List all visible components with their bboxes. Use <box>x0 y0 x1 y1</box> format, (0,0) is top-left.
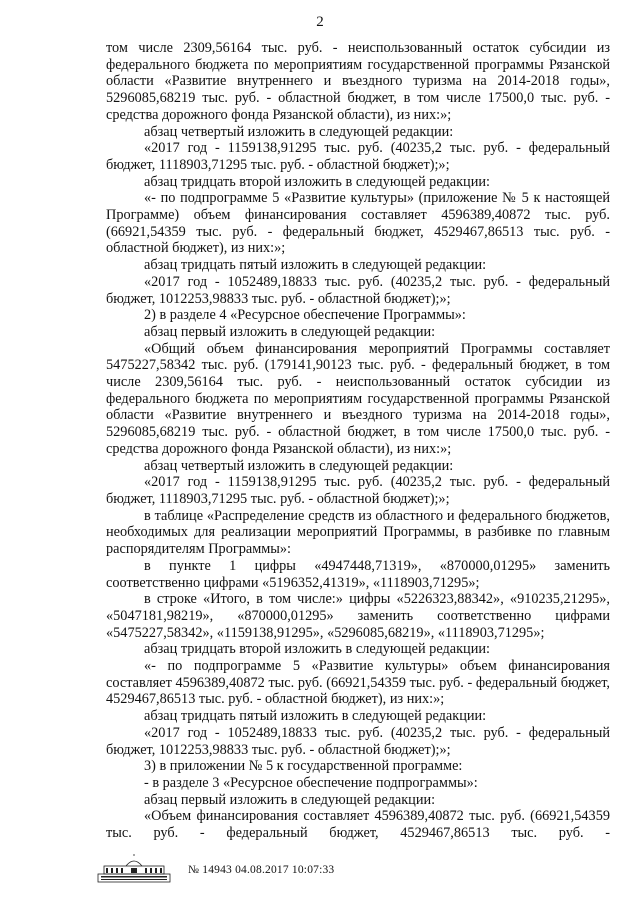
footer <box>96 852 616 888</box>
paragraph: «2017 год - 1159138,91295 тыс. руб. (40235,2 тыс. руб. - федеральный бюджет, 1118903,71295 тыс. руб. - областной бюджет);»; <box>106 474 610 507</box>
page-number: 2 <box>316 14 324 30</box>
paragraph: в таблице «Распределение средств из областного и федерального бюджетов, необходимых для реализации мероприятий Программы, в разбивке по главным распорядителям Программы»: <box>106 507 610 558</box>
paragraph: абзац четвертый изложить в следующей редакции: <box>144 457 454 474</box>
paragraph: абзац первый изложить в следующей редакции: <box>144 791 436 808</box>
paragraph: том числе 2309,56164 тыс. руб. - неиспользованный остаток субсидии из федерального бюджета по мероприятиям государственной программы Рязанской области «Развитие внутреннего и въездного туризма на 2014-2018 годы», 5296085,68219 тыс. руб. - областной бюджет, в том числе 17500,0 тыс. руб. - средства дорожного фонда Рязанской области), из них:»; <box>106 40 610 123</box>
document-body <box>106 40 610 842</box>
paragraph: «2017 год - 1052489,18833 тыс. руб. (40235,2 тыс. руб. - федеральный бюджет, 1012253,98833 тыс. руб. - областной бюджет);»; <box>106 724 610 758</box>
registration-stamp: № 14943 04.08.2017 10:07:33 <box>188 864 335 876</box>
paragraph: - в разделе 3 «Ресурсное обеспечение подпрограммы»: <box>144 774 478 791</box>
paragraph: «Объем финансирования составляет 4596389,40872 тыс. руб. (66921,54359 тыс. руб. - федеральный бюджет, 4529467,86513 тыс. руб. - <box>106 808 610 842</box>
paragraph: абзац тридцать второй изложить в следующей редакции: <box>144 173 490 190</box>
government-building-emblem-icon <box>96 854 172 884</box>
paragraph: «- по подпрограмме 5 «Развитие культуры» (приложение № 5 к настоящей Программе) объем финансирования составляет 4596389,40872 тыс. руб. (66921,54359 тыс. руб. - федеральный бюджет, 4529467,86513 тыс. руб. - областной бюджет), из них:»; <box>106 190 610 257</box>
paragraph: абзац первый изложить в следующей редакции: <box>144 323 436 340</box>
paragraph: в строке «Итого, в том числе:» цифры «5226323,88342», «910235,21295», «5047181,98219», «870000,01295» заменить соответственно цифрами «5475227,58342», «1159138,91295», «5296085,68219», «1118903,71295»; <box>106 591 610 641</box>
paragraph: «- по подпрограмме 5 «Развитие культуры» объем финансирования составляет 4596389,40872 тыс. руб. (66921,54359 тыс. руб. - федеральный бюджет, 4529467,86513 тыс. руб. - областной бюджет), из них:»; <box>106 658 610 708</box>
paragraph: 2) в разделе 4 «Ресурсное обеспечение Программы»: <box>144 307 466 324</box>
paragraph: в пункте 1 цифры «4947448,71319», «870000,01295» заменить соответственно цифрами «5196352,41319», «1118903,71295»; <box>106 557 610 591</box>
paragraph: абзац тридцать пятый изложить в следующей редакции: <box>144 257 487 274</box>
paragraph: абзац четвертый изложить в следующей редакции: <box>144 123 454 140</box>
paragraph: «2017 год - 1159138,91295 тыс. руб. (40235,2 тыс. руб. - федеральный бюджет, 1118903,71295 тыс. руб. - областной бюджет);»; <box>106 140 610 173</box>
paragraph: «2017 год - 1052489,18833 тыс. руб. (40235,2 тыс. руб. - федеральный бюджет, 1012253,98833 тыс. руб. - областной бюджет);»; <box>106 273 610 307</box>
paragraph: абзац тридцать второй изложить в следующей редакции: <box>144 641 490 658</box>
paragraph: «Общий объем финансирования мероприятий Программы составляет 5475227,58342 тыс. руб. (179141,90123 тыс. руб. - федеральный бюджет, в том числе 2309,56164 тыс. руб. - неиспользованный остаток субсидии из федерального бюджета по мероприятиям государственной программы Рязанской области «Развитие внутреннего и въездного туризма на 2014-2018 годы», 5296085,68219 тыс. руб. - областной бюджет, в том числе 17500,0 тыс. руб. - средства дорожного фонда Рязанской области), из них:»; <box>106 340 610 457</box>
paragraph: 3) в приложении № 5 к государственной программе: <box>144 758 463 775</box>
paragraph: абзац тридцать пятый изложить в следующей редакции: <box>144 708 487 725</box>
